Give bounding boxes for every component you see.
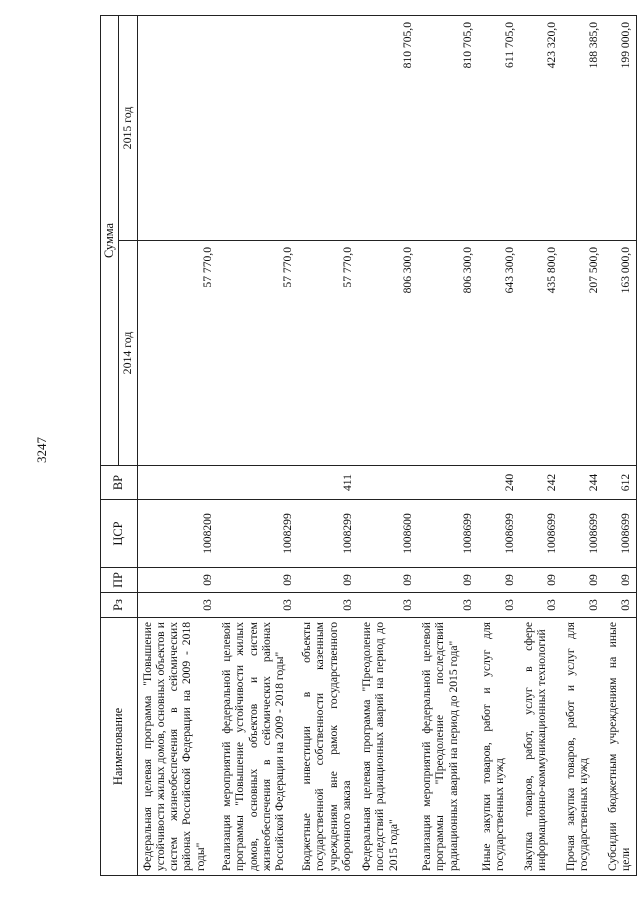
- row-pr: 09: [217, 568, 297, 593]
- row-name: Реализация мероприятий федеральной целевой программы "Преодоление последствий радиационных аварий на период до 2015 года": [417, 618, 477, 876]
- row-vr: 242: [519, 466, 561, 500]
- row-2015: 810 705,0: [357, 16, 417, 241]
- row-rz: 03: [297, 593, 357, 618]
- row-vr: 411: [297, 466, 357, 500]
- row-vr: [357, 466, 417, 500]
- row-2015: 423 320,0: [519, 16, 561, 241]
- row-2015: 810 705,0: [417, 16, 477, 241]
- row-csr: 1008200: [137, 500, 217, 568]
- row-2014: 163 000,0: [603, 241, 636, 466]
- row-2015: 199 000,0: [603, 16, 636, 241]
- table-row: [561, 16, 603, 876]
- budget-table: [100, 15, 637, 876]
- row-2014: 435 800,0: [519, 241, 561, 466]
- row-csr: 1008699: [477, 500, 519, 568]
- page-number: 3247: [34, 437, 49, 463]
- table-row: [519, 16, 561, 876]
- row-pr: 09: [297, 568, 357, 593]
- header-name: Наименование: [101, 618, 138, 876]
- row-2014: 207 500,0: [561, 241, 603, 466]
- header-year-2015: 2015 год: [119, 16, 137, 241]
- row-rz: 03: [477, 593, 519, 618]
- table-row: [477, 16, 519, 876]
- row-csr: 1008299: [217, 500, 297, 568]
- header-vr: ВР: [101, 466, 138, 500]
- row-name: Федеральная целевая программа "Преодоление последствий радиационных аварий на период до 2015 года": [357, 618, 417, 876]
- row-2014: 57 770,0: [137, 241, 217, 466]
- row-pr: 09: [519, 568, 561, 593]
- row-vr: [137, 466, 217, 500]
- row-name: Бюджетные инвестиции в объекты государственной собственности казенным учреждениям вне рамок государственного оборонного заказа: [297, 618, 357, 876]
- table-row: [137, 16, 217, 876]
- row-rz: 03: [137, 593, 217, 618]
- row-pr: 09: [477, 568, 519, 593]
- row-vr: 240: [477, 466, 519, 500]
- row-2014: 643 300,0: [477, 241, 519, 466]
- table-row: [603, 16, 636, 876]
- table-row: [417, 16, 477, 876]
- header-summa: Сумма: [101, 16, 119, 466]
- row-rz: 03: [357, 593, 417, 618]
- header-pr: ПР: [101, 568, 138, 593]
- row-csr: 1008699: [603, 500, 636, 568]
- row-2014: 806 300,0: [417, 241, 477, 466]
- row-rz: 03: [519, 593, 561, 618]
- row-pr: 09: [357, 568, 417, 593]
- row-vr: [217, 466, 297, 500]
- table-row: [297, 16, 357, 876]
- rotated-page: [100, 16, 633, 876]
- row-rz: 03: [417, 593, 477, 618]
- row-csr: 1008699: [561, 500, 603, 568]
- row-name: Субсидии бюджетным учреждениям на иные цели: [603, 618, 636, 876]
- row-2015: [137, 16, 217, 241]
- row-name: Реализация мероприятий федеральной целевой программы "Повышение устойчивости жилых домов, основных объектов и систем жизнеобеспечения в сейсмических районах Российской Федерации на 2009 - 2018 годы": [217, 618, 297, 876]
- row-rz: 03: [603, 593, 636, 618]
- row-pr: 09: [603, 568, 636, 593]
- row-name: Федеральная целевая программа "Повышение устойчивости жилых домов, основных объектов и систем жизнеобеспечения в сейсмических районах Российской Федерации на 2009 - 2018 годы": [137, 618, 217, 876]
- row-2014: 57 770,0: [217, 241, 297, 466]
- row-2015: 611 705,0: [477, 16, 519, 241]
- row-2015: [297, 16, 357, 241]
- row-rz: 03: [561, 593, 603, 618]
- table-row: [217, 16, 297, 876]
- row-csr: 1008600: [357, 500, 417, 568]
- row-name: Прочая закупка товаров, работ и услуг для государственных нужд: [561, 618, 603, 876]
- row-vr: 612: [603, 466, 636, 500]
- row-2014: 57 770,0: [297, 241, 357, 466]
- header-year-2014: 2014 год: [119, 241, 137, 466]
- row-name: Закупка товаров, работ, услуг в сфере информационно-коммуникационных технологий: [519, 618, 561, 876]
- row-2015: [217, 16, 297, 241]
- header-csr: ЦСР: [101, 500, 138, 568]
- row-name: Иные закупки товаров, работ и услуг для государственных нужд: [477, 618, 519, 876]
- row-vr: 244: [561, 466, 603, 500]
- row-pr: 09: [561, 568, 603, 593]
- row-2015: 188 385,0: [561, 16, 603, 241]
- row-pr: 09: [137, 568, 217, 593]
- row-vr: [417, 466, 477, 500]
- header-rz: Рз: [101, 593, 138, 618]
- row-2014: 806 300,0: [357, 241, 417, 466]
- row-pr: 09: [417, 568, 477, 593]
- row-csr: 1008699: [417, 500, 477, 568]
- table-row: [357, 16, 417, 876]
- row-csr: 1008699: [519, 500, 561, 568]
- row-csr: 1008299: [297, 500, 357, 568]
- row-rz: 03: [217, 593, 297, 618]
